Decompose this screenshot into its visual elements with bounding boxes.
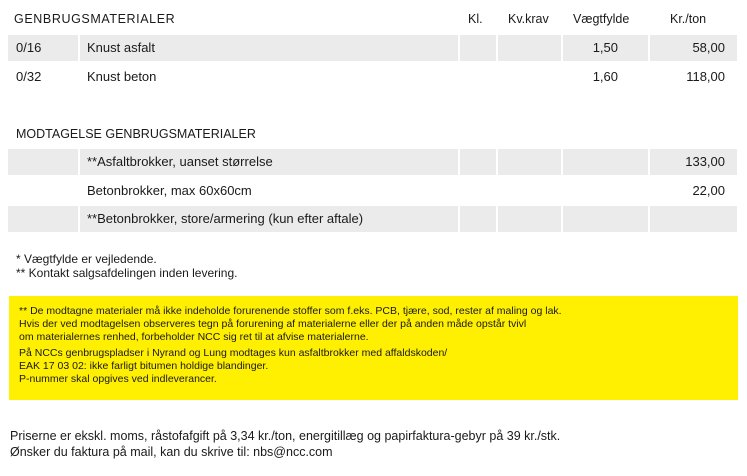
- table1-title: GENBRUGSMATERIALER: [14, 12, 176, 26]
- material-name: Knust asfalt: [87, 40, 155, 55]
- table-row: [8, 149, 737, 175]
- note-vaegtfylde: * Vægtfylde er vejledende.: [16, 252, 157, 266]
- price-value: 118,00: [686, 69, 725, 84]
- table-row: [8, 35, 737, 61]
- material-name: **Asfaltbrokker, uanset størrelse: [87, 154, 273, 169]
- notice-box: [9, 296, 738, 400]
- material-code: 0/16: [16, 40, 42, 55]
- vaegtfylde-value: 1,60: [592, 69, 618, 84]
- price-value: [651, 206, 725, 232]
- notice-line: om materialernes renhed, forbeholder NCC sig ret til at afvise materialerne.: [19, 331, 369, 343]
- price-value: 22,00: [692, 183, 725, 198]
- material-name: Knust beton: [87, 69, 157, 84]
- notice-line: ** De modtagne materialer må ikke indeholde forurenende stoffer som f.eks. PCB, tjære, sod, rester af maling og lak.: [19, 305, 562, 317]
- table-row: [8, 64, 737, 90]
- price-value: 58,00: [692, 40, 725, 55]
- table-row: [8, 178, 737, 204]
- price-value: 133,00: [685, 154, 725, 169]
- notice-line: P-nummer skal opgives ved indleverancer.: [19, 373, 217, 385]
- notice-line: EAK 17 03 02: ikke farligt bitumen holdige blandinger.: [19, 360, 269, 372]
- footer-prices-note: Priserne er ekskl. moms, råstofafgift på 3,34 kr./ton, energitillæg og papirfaktura-gebyr på 39 kr./stk.: [10, 429, 561, 443]
- notice-line: Hvis der ved modtagelsen observeres tegn på forurening af materialerne eller der på anden måde opstår tvivl: [19, 318, 527, 330]
- col-header-kvkrav: Kv.krav: [508, 12, 549, 26]
- vaegtfylde-value: 1,50: [592, 40, 618, 55]
- material-name: Betonbrokker, max 60x60cm: [87, 183, 252, 198]
- material-name: **Betonbrokker, store/armering (kun efter aftale): [87, 211, 364, 226]
- table-row: [8, 206, 737, 232]
- col-header-vaegtfylde: Vægtfylde: [573, 12, 630, 26]
- col-header-kl: Kl.: [468, 12, 483, 26]
- footer-invoice-note: Ønsker du faktura på mail, kan du skrive til: nbs@ncc.com: [10, 445, 333, 459]
- table2-title: MODTAGELSE GENBRUGSMATERIALER: [16, 127, 256, 141]
- notice-line: På NCCs genbrugspladser i Nyrand og Lung modtages kun asfaltbrokker med affaldskoden/: [19, 347, 448, 359]
- col-header-price: Kr./ton: [670, 12, 707, 26]
- note-kontakt: ** Kontakt salgsafdelingen inden levering.: [16, 266, 238, 280]
- material-code: 0/32: [16, 69, 42, 84]
